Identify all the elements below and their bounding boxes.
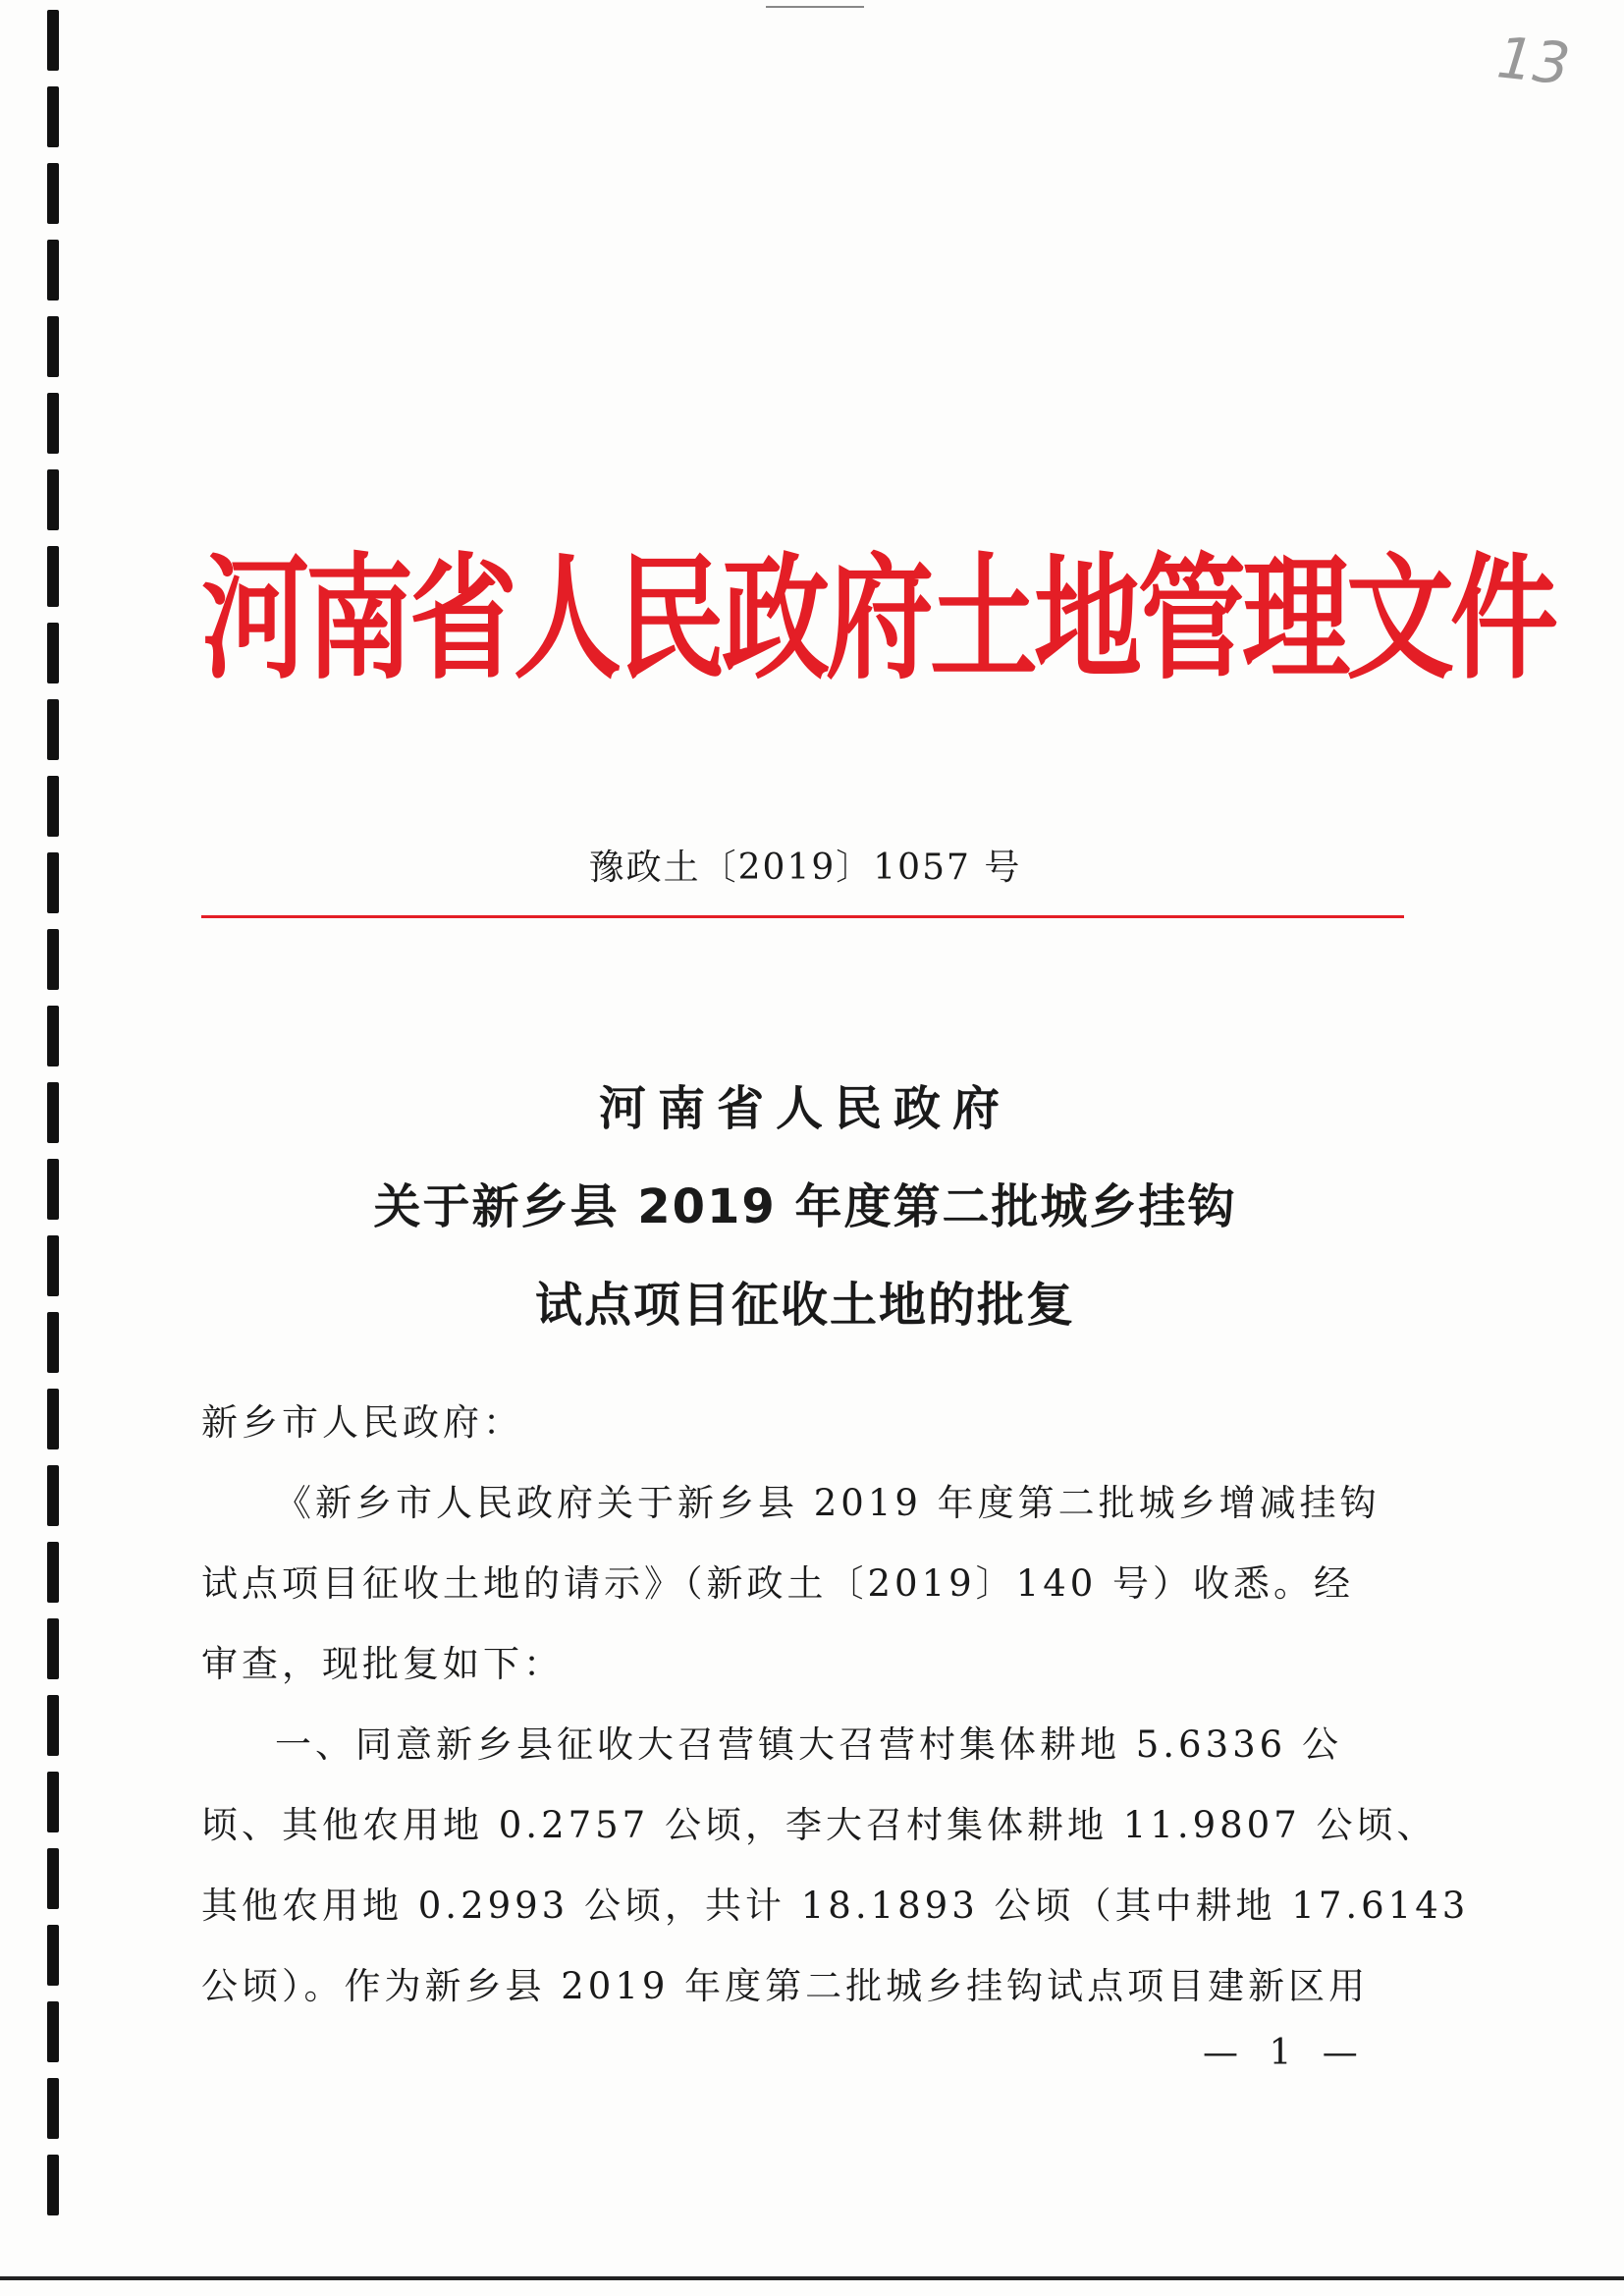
binding-hole (47, 1235, 59, 1296)
body-line: 试点项目征收土地的请示》（新政土〔2019〕140 号）收悉。经 (201, 1562, 1355, 1605)
binding-hole (47, 546, 59, 607)
binding-hole (47, 2155, 59, 2215)
binding-hole (47, 1772, 59, 1832)
red-separator-line (201, 915, 1404, 918)
binding-hole (47, 240, 59, 301)
binding-hole (47, 1925, 59, 1986)
document-number: 豫政土〔2019〕1057 号 (588, 847, 1022, 888)
binding-hole (47, 2078, 59, 2139)
binding-hole (47, 2001, 59, 2062)
recipient: 新乡市人民政府： (201, 1401, 523, 1444)
binding-hole (47, 1389, 59, 1449)
binding-hole (47, 1312, 59, 1373)
binding-hole (47, 1695, 59, 1756)
page-number: — 1 — (1203, 2033, 1368, 2073)
body-line: 公顷）。作为新乡县 2019 年度第二批城乡挂钩试点项目建新区用 (201, 1965, 1370, 2007)
page-bottom-edge (0, 2276, 1624, 2280)
binding-hole (47, 1465, 59, 1526)
body-line: 《新乡市人民政府关于新乡县 2019 年度第二批城乡增减挂钩 (275, 1482, 1380, 1524)
binding-hole (47, 316, 59, 377)
title-line-3: 试点项目征收土地的批复 (534, 1278, 1075, 1333)
handwritten-page-number: 13 (1493, 24, 1574, 98)
binding-hole (47, 852, 59, 913)
binding-hole (47, 929, 59, 990)
binding-hole (47, 393, 59, 454)
binding-hole (47, 1542, 59, 1603)
body-line: 一、同意新乡县征收大召营镇大召营村集体耕地 5.6336 公 (275, 1723, 1342, 1766)
binding-hole (47, 469, 59, 530)
binding-hole (47, 623, 59, 683)
body-line: 审查，现批复如下： (201, 1643, 564, 1685)
binding-hole (47, 1618, 59, 1679)
binding-hole (47, 1848, 59, 1909)
binding-hole (47, 776, 59, 837)
document-masthead: 河南省人民政府土地管理文件 (201, 540, 1554, 698)
binding-hole (47, 1159, 59, 1220)
body-line: 顷、其他农用地 0.2757 公顷，李大召村集体耕地 11.9807 公顷、 (201, 1804, 1437, 1846)
scan-mark (766, 6, 864, 8)
binding-hole (47, 1082, 59, 1143)
binding-hole (47, 86, 59, 147)
title-line-2: 关于新乡县 2019 年度第二批城乡挂钩 (373, 1179, 1237, 1234)
body-line: 其他农用地 0.2993 公顷，共计 18.1893 公顷（其中耕地 17.6143 (201, 1885, 1470, 1927)
title-line-1: 河南省人民政府 (598, 1081, 1011, 1136)
binding-hole (47, 699, 59, 760)
binding-hole (47, 1006, 59, 1066)
binding-hole (47, 163, 59, 224)
binding-hole (47, 10, 59, 71)
binding-holes (43, 0, 63, 2296)
